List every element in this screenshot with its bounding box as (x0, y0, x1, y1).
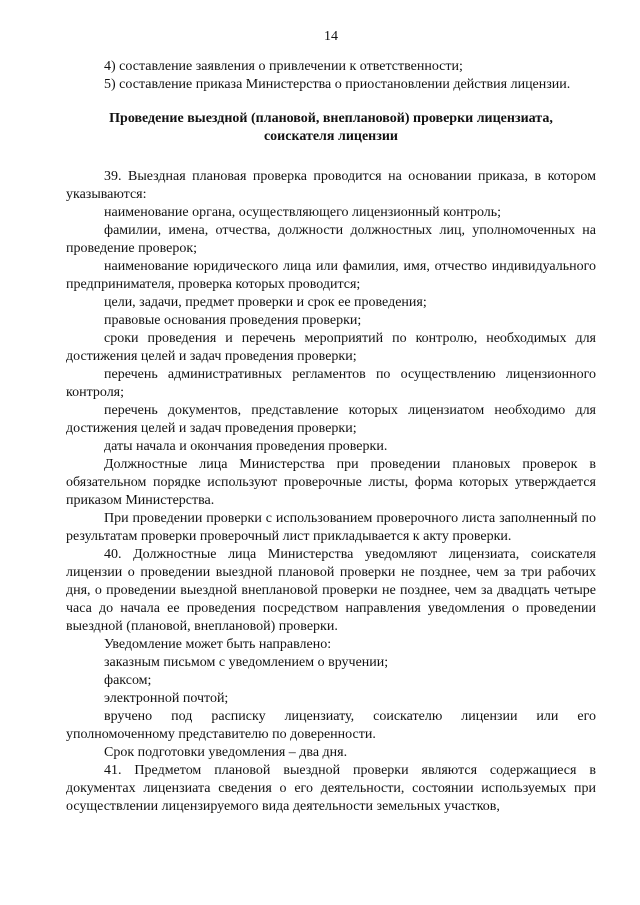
paragraph-item: перечень административных регламентов по осуществлению лицензионного контроля; (66, 367, 596, 400)
paragraph-item: факсом; (104, 673, 152, 688)
section-heading: Проведение выездной (плановой, внеплановой) проверки лицензиата, соискателя лицензии (109, 111, 553, 144)
paragraph-41: 41. Предметом плановой выездной проверки являются содержащиеся в документах лицензиата сведения о его деятельности, состоянии используемых при осуществлении лицензируемого вида деятельности земельных участков, (66, 763, 596, 814)
paragraph-item: сроки проведения и перечень мероприятий по контролю, необходимых для достижения целей и задач проведения проверки; (66, 331, 596, 364)
list-item-4: 4) составление заявления о привлечении к ответственности; (104, 59, 463, 74)
paragraph-item: правовые основания проведения проверки; (104, 313, 362, 328)
paragraph-item: электронной почтой; (104, 691, 229, 706)
paragraph-item: даты начала и окончания проведения проверки. (104, 439, 388, 454)
paragraph-40: 40. Должностные лица Министерства уведомляют лицензиата, соискателя лицензии о проведении выездной плановой проверки не позднее, чем за три рабочих дня, о проведении выездной внеплановой проверки не позднее, чем за двадцать четыре часа до начала ее проведения посредством направления уведомления о проведении выездной (плановой, внеплановой) проверки. (66, 547, 596, 634)
paragraph-item: перечень документов, представление которых лицензиатом необходимо для достижения целей и задач проведения проверки; (66, 403, 596, 436)
paragraph-notice-deadline: Срок подготовки уведомления – два дня. (104, 745, 348, 760)
paragraph-item: вручено под расписку лицензиату, соискателю лицензии или его уполномоченному представителю по доверенности. (66, 709, 596, 742)
paragraph-checklists: Должностные лица Министерства при проведении плановых проверок в обязательном порядке используют проверочные листы, форма которых утверждается приказом Министерства. (66, 457, 596, 508)
list-item-5: 5) составление приказа Министерства о приостановлении действия лицензии. (104, 77, 571, 92)
page-number: 14 (324, 29, 338, 44)
paragraph-item: заказным письмом с уведомлением о вручении; (104, 655, 389, 670)
paragraph-item: цели, задачи, предмет проверки и срок ее проведения; (104, 295, 427, 310)
paragraph-notice-methods: Уведомление может быть направлено: (104, 637, 332, 652)
paragraph-checklist-attach: При проведении проверки с использованием проверочного листа заполненный по результатам проверки проверочный лист прикладывается к акту проверки. (66, 511, 596, 544)
paragraph-item: наименование юридического лица или фамилия, имя, отчество индивидуального предпринимателя, проверка которых проводится; (66, 259, 596, 292)
paragraph-39: 39. Выездная плановая проверка проводится на основании приказа, в котором указываются: (66, 169, 596, 202)
paragraph-item: наименование органа, осуществляющего лицензионный контроль; (104, 205, 502, 220)
paragraph-item: фамилии, имена, отчества, должности должностных лиц, уполномоченных на проведение проверок; (66, 223, 596, 256)
